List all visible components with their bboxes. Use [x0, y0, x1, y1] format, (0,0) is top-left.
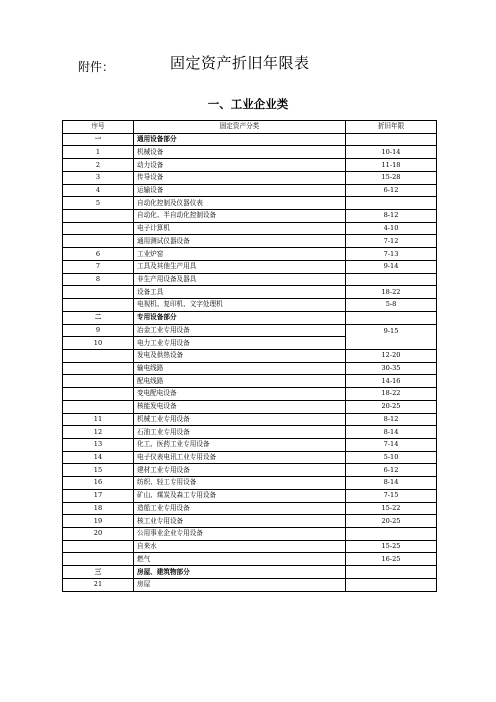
table-row [63, 197, 437, 210]
row-category: 电子计算机 [134, 222, 346, 235]
column-header-years: 折旧年限 [346, 121, 437, 134]
row-years [346, 566, 437, 579]
row-number: 20 [63, 528, 134, 541]
row-category: 输电线路 [134, 362, 346, 375]
row-category: 配电线路 [134, 375, 346, 388]
row-number [63, 388, 134, 401]
row-years: 7-12 [346, 235, 437, 248]
row-number: 一 [63, 133, 134, 146]
row-number: 三 [63, 566, 134, 579]
row-number [63, 400, 134, 413]
row-years [346, 273, 437, 286]
row-number: 14 [63, 451, 134, 464]
row-number: 3 [63, 171, 134, 184]
table-row [63, 540, 437, 553]
row-number: 18 [63, 502, 134, 515]
row-category: 变电配电设备 [134, 388, 346, 401]
row-category: 房屋 [134, 578, 346, 591]
table-row [63, 222, 437, 235]
table-row [63, 210, 437, 223]
table-row [63, 566, 437, 579]
table-row [63, 400, 437, 413]
row-number: 1 [63, 146, 134, 159]
row-number [63, 349, 134, 362]
table-row [63, 375, 437, 388]
row-category: 建材工业专用设备 [134, 464, 346, 477]
row-years: 6-12 [346, 184, 437, 197]
row-years: 8-14 [346, 426, 437, 439]
row-number: 19 [63, 515, 134, 528]
row-years: 10-14 [346, 146, 437, 159]
row-number: 4 [63, 184, 134, 197]
depreciation-table [62, 120, 437, 592]
table-row [63, 171, 437, 184]
table-row [63, 324, 437, 337]
row-category: 燃气 [134, 553, 346, 566]
row-years: 7-13 [346, 248, 437, 261]
row-category: 纺织、轻工专用设备 [134, 477, 346, 490]
table-row [63, 502, 437, 515]
row-number [63, 286, 134, 299]
row-years [346, 578, 437, 591]
table-row [63, 349, 437, 362]
table-row [63, 146, 437, 159]
column-header-number: 序号 [63, 121, 134, 134]
row-category: 自来水 [134, 540, 346, 553]
row-number: 9 [63, 324, 134, 337]
row-number [63, 375, 134, 388]
table-row [63, 413, 437, 426]
table-row [63, 159, 437, 172]
row-number: 6 [63, 248, 134, 261]
row-category: 电视机、复印机、文字处理机 [134, 299, 346, 312]
row-years: 5-10 [346, 451, 437, 464]
row-years: 30-35 [346, 362, 437, 375]
table-row [63, 438, 437, 451]
row-category: 化工、医药工业专用设备 [134, 438, 346, 451]
row-category: 自动化控制及仪器仪表 [134, 197, 346, 210]
table-row [63, 553, 437, 566]
table-row [63, 528, 437, 541]
row-years: 9-15 [346, 324, 437, 337]
table-row [63, 337, 437, 350]
row-years: 12-20 [346, 349, 437, 362]
row-number: 11 [63, 413, 134, 426]
row-number: 5 [63, 197, 134, 210]
row-years: 15-22 [346, 502, 437, 515]
document-title: 固定资产折旧年限表 [170, 54, 310, 72]
row-number: 15 [63, 464, 134, 477]
row-number [63, 362, 134, 375]
row-category: 冶金工业专用设备 [134, 324, 346, 337]
row-years: 11-18 [346, 159, 437, 172]
row-number: 2 [63, 159, 134, 172]
row-category: 运输设备 [134, 184, 346, 197]
table-row [63, 235, 437, 248]
table-header-row [63, 121, 437, 134]
row-category: 传导设备 [134, 171, 346, 184]
row-category: 自动化、半自动化控制设备 [134, 210, 346, 223]
table-row [63, 362, 437, 375]
table-row [63, 426, 437, 439]
row-years [346, 528, 437, 541]
table-row [63, 260, 437, 273]
row-category: 电力工业专用设备 [134, 337, 346, 350]
table-row [63, 286, 437, 299]
row-number [63, 540, 134, 553]
row-years: 14-16 [346, 375, 437, 388]
table-row [63, 464, 437, 477]
row-years: 15-28 [346, 171, 437, 184]
row-years: 8-14 [346, 477, 437, 490]
table-row [63, 184, 437, 197]
row-category: 机械工业专用设备 [134, 413, 346, 426]
row-years: 9-14 [346, 260, 437, 273]
row-years: 4-10 [346, 222, 437, 235]
table-row [63, 489, 437, 502]
row-number [63, 553, 134, 566]
row-number: 13 [63, 438, 134, 451]
table-row [63, 248, 437, 261]
attachment-label: 附件： [78, 60, 115, 74]
row-category: 发电及供热设备 [134, 349, 346, 362]
row-category: 核能发电设备 [134, 400, 346, 413]
row-years: 7-15 [346, 489, 437, 502]
row-years [346, 133, 437, 146]
row-number: 10 [63, 337, 134, 350]
row-number: 7 [63, 260, 134, 273]
row-category: 非生产用设备及器具 [134, 273, 346, 286]
row-number [63, 210, 134, 223]
row-years [346, 337, 437, 350]
table-row [63, 388, 437, 401]
column-header-category: 固定资产分类 [134, 121, 346, 134]
row-category: 通用测试仪器设备 [134, 235, 346, 248]
row-number [63, 222, 134, 235]
row-category: 矿山、煤炭及森工专用设备 [134, 489, 346, 502]
row-number: 21 [63, 578, 134, 591]
row-category: 通用设备部分 [134, 133, 346, 146]
row-category: 设备工具 [134, 286, 346, 299]
row-years [346, 311, 437, 324]
row-years: 20-25 [346, 400, 437, 413]
table-row [63, 299, 437, 312]
table-row [63, 273, 437, 286]
row-number [63, 235, 134, 248]
table-row [63, 578, 437, 591]
table-row [63, 477, 437, 490]
row-years: 16-25 [346, 553, 437, 566]
table-row [63, 515, 437, 528]
section-title: 一、工业企业类 [207, 97, 289, 111]
row-number: 12 [63, 426, 134, 439]
row-category: 电子仪表电讯工业专用设备 [134, 451, 346, 464]
row-number: 16 [63, 477, 134, 490]
row-category: 动力设备 [134, 159, 346, 172]
row-years: 8-12 [346, 413, 437, 426]
row-number [63, 299, 134, 312]
row-number: 8 [63, 273, 134, 286]
row-years [346, 197, 437, 210]
row-number: 二 [63, 311, 134, 324]
table-row [63, 133, 437, 146]
row-category: 造船工业专用设备 [134, 502, 346, 515]
row-years: 8-12 [346, 210, 437, 223]
row-category: 房屋、建筑物部分 [134, 566, 346, 579]
row-category: 专用设备部分 [134, 311, 346, 324]
row-category: 工业炉窑 [134, 248, 346, 261]
row-number: 17 [63, 489, 134, 502]
row-years: 7-14 [346, 438, 437, 451]
row-category: 公用事业企业专用设备 [134, 528, 346, 541]
row-category: 核工业专用设备 [134, 515, 346, 528]
row-years: 18-22 [346, 286, 437, 299]
table-row [63, 311, 437, 324]
row-years: 20-25 [346, 515, 437, 528]
row-category: 机械设备 [134, 146, 346, 159]
row-category: 石油工业专用设备 [134, 426, 346, 439]
row-years: 18-22 [346, 388, 437, 401]
row-years: 15-25 [346, 540, 437, 553]
table-row [63, 451, 437, 464]
row-years: 5-8 [346, 299, 437, 312]
row-years: 6-12 [346, 464, 437, 477]
row-category: 工具及其他生产用具 [134, 260, 346, 273]
